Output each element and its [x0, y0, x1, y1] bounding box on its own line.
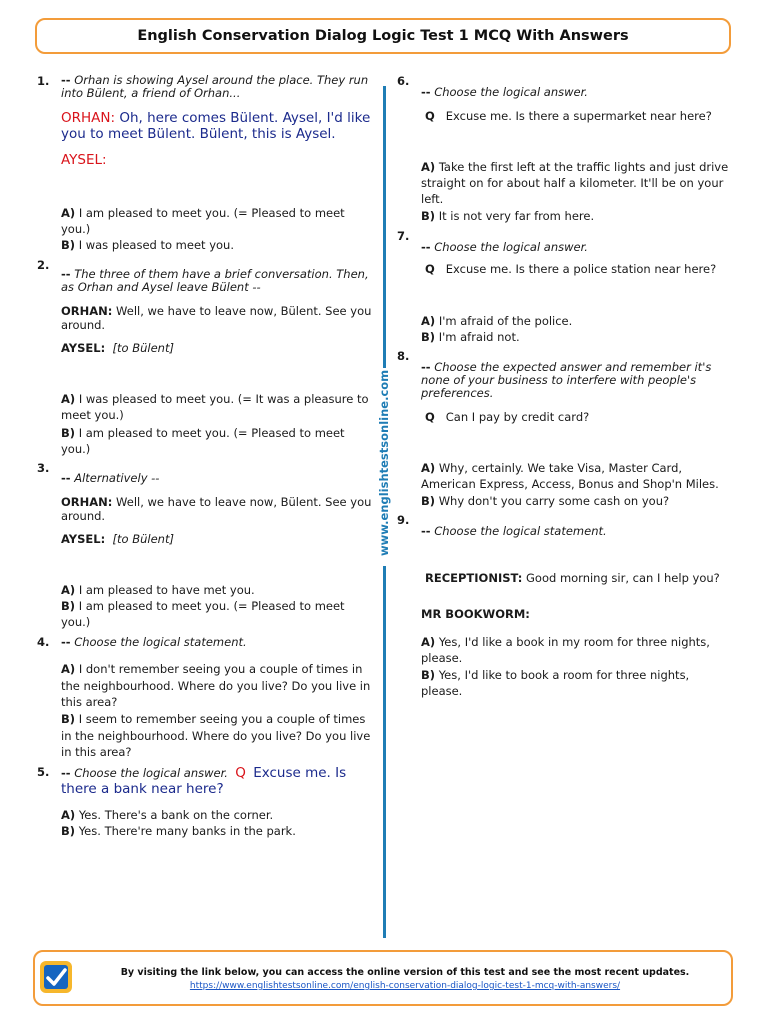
option-b[interactable]: B) Yes, I'd like to book a room for three nights, please.: [421, 668, 690, 698]
question-intro: -- Choose the expected answer and remember it's none of your business to interfere with people's preferences.: [421, 360, 712, 400]
option-b[interactable]: B) I am pleased to meet you. (= Pleased to meet you.): [61, 599, 345, 629]
speaker-label: MR BOOKWORM:: [421, 607, 530, 621]
question-number: 6.: [397, 74, 410, 88]
option-b[interactable]: B) I'm afraid not.: [421, 330, 520, 344]
option-a[interactable]: A) Take the first left at the traffic lights and just drive straight on for about half a kilometer. It'll be on your left.: [421, 160, 729, 206]
option-a[interactable]: A) I'm afraid of the police.: [421, 314, 573, 328]
option-a[interactable]: A) I don't remember seeing you a couple of times in the neighbourhood. Where do you live? Do you live in this area?: [61, 662, 371, 709]
question-intro: -- Choose the logical statement.: [421, 524, 607, 538]
option-a[interactable]: A) Why, certainly. We take Visa, Master Card, American Express, Access, Bonus and Shop'n Miles.: [421, 461, 719, 491]
dialog-line: RECEPTIONIST: Good morning sir, can I help you?: [425, 571, 720, 585]
question-prompt: Q Excuse me. Is there a supermarket near here?: [425, 109, 712, 123]
question-number: 8.: [397, 349, 410, 363]
question-number: 4.: [37, 635, 50, 649]
option-a[interactable]: A) I am pleased to meet you. (= Pleased to meet you.): [61, 206, 345, 236]
option-b[interactable]: B) I am pleased to meet you. (= Pleased to meet you.): [61, 426, 345, 456]
option-a[interactable]: A) I was pleased to meet you. (= It was a pleasure to meet you.): [61, 392, 369, 422]
question-number: 9.: [397, 513, 410, 527]
footer-box: [33, 950, 733, 1006]
page-title: English Conservation Dialog Logic Test 1 MCQ With Answers: [35, 18, 731, 54]
question-number: 2.: [37, 258, 50, 272]
speaker-label: AYSEL:: [61, 152, 107, 168]
dialog-line: ORHAN: Well, we have to leave now, Bülent. See you around.: [61, 304, 372, 332]
question-intro: -- The three of them have a brief conversation. Then, as Orhan and Aysel leave Bülent --: [61, 267, 369, 294]
dialog-prompt: AYSEL: [to Bülent]: [61, 341, 174, 355]
checkbox-logo-icon: [40, 961, 72, 993]
column-divider-bottom: [383, 566, 386, 938]
question-number: 3.: [37, 461, 50, 475]
question-intro: -- Choose the logical statement.: [61, 635, 247, 649]
question-prompt: Q Can I pay by credit card?: [425, 410, 590, 424]
dialog-line: ORHAN: Well, we have to leave now, Bülent. See you around.: [61, 495, 372, 523]
question-number: 7.: [397, 229, 410, 243]
footer-notice: By visiting the link below, you can access the online version of this test and see the most recent updates.: [120, 967, 690, 978]
dialog-line: ORHAN: Oh, here comes Bülent. Aysel, I'd like you to meet Bülent. Bülent, this is Aysel.: [61, 110, 371, 142]
dialog-prompt: AYSEL: [to Bülent]: [61, 532, 174, 546]
question-intro: -- Choose the logical answer.: [421, 240, 588, 254]
site-link-vertical[interactable]: www.englishtestsonline.com: [377, 369, 391, 556]
option-a[interactable]: A) Yes, I'd like a book in my room for three nights, please.: [421, 635, 710, 665]
question-intro: -- Choose the logical answer.: [421, 85, 588, 99]
option-a[interactable]: A) I am pleased to have met you.: [61, 583, 255, 597]
option-b[interactable]: B) It is not very far from here.: [421, 209, 595, 223]
question-intro: -- Orhan is showing Aysel around the place. They run into Bülent, a friend of Orhan...: [61, 73, 369, 100]
option-b[interactable]: B) Why don't you carry some cash on you?: [421, 494, 670, 508]
question-intro: -- Choose the logical answer. Q Excuse me. Is there a bank near here?: [61, 765, 347, 797]
footer-link[interactable]: https://www.englishtestsonline.com/english-conservation-dialog-logic-test-1-mcq-with-answers/: [189, 981, 621, 991]
column-divider-top: [383, 86, 386, 368]
option-b[interactable]: B) Yes. There're many banks in the park.: [61, 824, 296, 838]
option-b[interactable]: B) I seem to remember seeing you a couple of times in the neighbourhood. Where do you live? Do you live in this area?: [61, 712, 371, 759]
question-prompt: Q Excuse me. Is there a police station near here?: [425, 262, 717, 276]
option-a[interactable]: A) Yes. There's a bank on the corner.: [61, 808, 274, 822]
question-intro: -- Alternatively --: [61, 471, 160, 485]
option-b[interactable]: B) I was pleased to meet you.: [61, 238, 234, 252]
question-number: 1.: [37, 74, 50, 88]
question-number: 5.: [37, 765, 50, 779]
